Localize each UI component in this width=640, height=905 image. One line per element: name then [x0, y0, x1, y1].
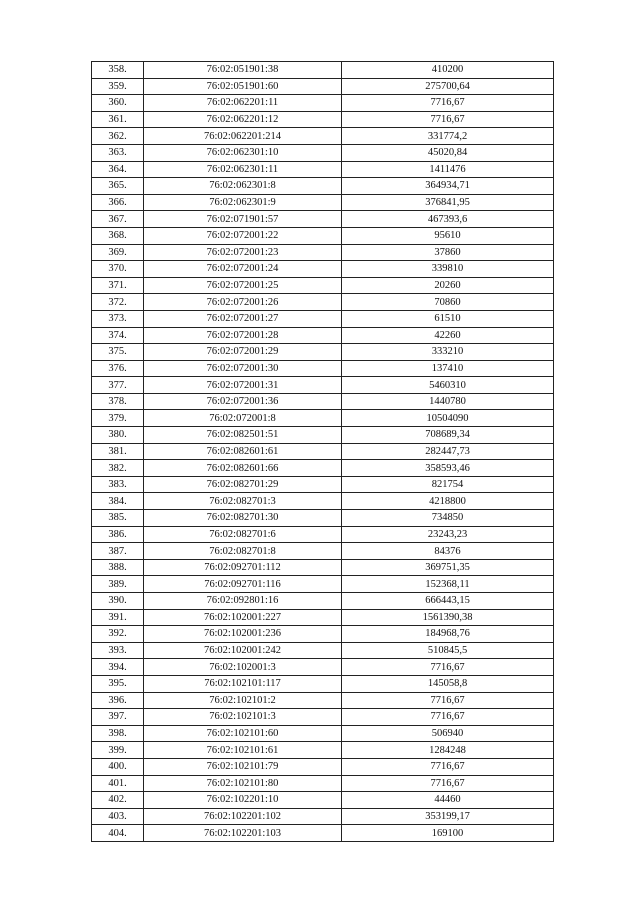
cadastral-number-cell: 76:02:062201:214 [144, 128, 342, 145]
cadastral-value-cell: 364934,71 [342, 178, 554, 195]
row-number-cell: 401. [92, 775, 144, 792]
row-number-cell: 358. [92, 62, 144, 79]
cadastral-value-cell: 61510 [342, 310, 554, 327]
table-row [92, 593, 554, 610]
cadastral-value-cell: 7716,67 [342, 775, 554, 792]
cadastral-number-cell: 76:02:051901:38 [144, 62, 342, 79]
cadastral-value-table [91, 61, 554, 842]
table-row [92, 310, 554, 327]
table-row [92, 543, 554, 560]
cadastral-number-cell: 76:02:072001:36 [144, 393, 342, 410]
table-row [92, 294, 554, 311]
cadastral-number-cell: 76:02:102101:2 [144, 692, 342, 709]
table-row [92, 460, 554, 477]
table-row [92, 692, 554, 709]
row-number-cell: 367. [92, 211, 144, 228]
table-row [92, 709, 554, 726]
cadastral-number-cell: 76:02:082701:8 [144, 543, 342, 560]
table-row [92, 111, 554, 128]
row-number-cell: 388. [92, 559, 144, 576]
table-row [92, 161, 554, 178]
cadastral-number-cell: 76:02:092801:16 [144, 593, 342, 610]
cadastral-value-cell: 734850 [342, 510, 554, 527]
cadastral-value-cell: 282447,73 [342, 443, 554, 460]
cadastral-number-cell: 76:02:102101:117 [144, 675, 342, 692]
row-number-cell: 369. [92, 244, 144, 261]
row-number-cell: 372. [92, 294, 144, 311]
cadastral-number-cell: 76:02:062301:11 [144, 161, 342, 178]
cadastral-number-cell: 76:02:092701:116 [144, 576, 342, 593]
row-number-cell: 385. [92, 510, 144, 527]
table-row [92, 62, 554, 79]
row-number-cell: 376. [92, 360, 144, 377]
cadastral-value-cell: 137410 [342, 360, 554, 377]
cadastral-number-cell: 76:02:102101:79 [144, 758, 342, 775]
cadastral-value-cell: 70860 [342, 294, 554, 311]
cadastral-value-cell: 7716,67 [342, 692, 554, 709]
table-row [92, 792, 554, 809]
cadastral-value-cell: 353199,17 [342, 808, 554, 825]
cadastral-value-cell: 708689,34 [342, 427, 554, 444]
row-number-cell: 365. [92, 178, 144, 195]
cadastral-value-cell: 4218800 [342, 493, 554, 510]
cadastral-value-cell: 45020,84 [342, 144, 554, 161]
cadastral-value-cell: 95610 [342, 227, 554, 244]
cadastral-number-cell: 76:02:082501:51 [144, 427, 342, 444]
row-number-cell: 374. [92, 327, 144, 344]
table-row [92, 609, 554, 626]
table-row [92, 493, 554, 510]
row-number-cell: 387. [92, 543, 144, 560]
row-number-cell: 373. [92, 310, 144, 327]
row-number-cell: 384. [92, 493, 144, 510]
table-row [92, 227, 554, 244]
row-number-cell: 397. [92, 709, 144, 726]
cadastral-number-cell: 76:02:102001:236 [144, 626, 342, 643]
cadastral-value-cell: 467393,6 [342, 211, 554, 228]
cadastral-value-cell: 1561390,38 [342, 609, 554, 626]
row-number-cell: 391. [92, 609, 144, 626]
cadastral-number-cell: 76:02:051901:60 [144, 78, 342, 95]
cadastral-number-cell: 76:02:072001:23 [144, 244, 342, 261]
table-row [92, 178, 554, 195]
cadastral-value-cell: 7716,67 [342, 758, 554, 775]
cadastral-value-cell: 184968,76 [342, 626, 554, 643]
table-row [92, 476, 554, 493]
table-row [92, 808, 554, 825]
row-number-cell: 361. [92, 111, 144, 128]
cadastral-value-cell: 331774,2 [342, 128, 554, 145]
row-number-cell: 375. [92, 344, 144, 361]
cadastral-number-cell: 76:02:102201:102 [144, 808, 342, 825]
table-row [92, 327, 554, 344]
cadastral-number-cell: 76:02:072001:30 [144, 360, 342, 377]
table-row [92, 642, 554, 659]
cadastral-number-cell: 76:02:072001:22 [144, 227, 342, 244]
cadastral-number-cell: 76:02:082601:61 [144, 443, 342, 460]
cadastral-value-cell: 1284248 [342, 742, 554, 759]
table-row [92, 211, 554, 228]
row-number-cell: 395. [92, 675, 144, 692]
cadastral-value-cell: 84376 [342, 543, 554, 560]
cadastral-value-cell: 23243,23 [342, 526, 554, 543]
table-row [92, 360, 554, 377]
cadastral-number-cell: 76:02:072001:31 [144, 377, 342, 394]
cadastral-number-cell: 76:02:082701:6 [144, 526, 342, 543]
table-row [92, 758, 554, 775]
cadastral-number-cell: 76:02:102001:227 [144, 609, 342, 626]
table-row [92, 78, 554, 95]
cadastral-value-cell: 1411476 [342, 161, 554, 178]
table-row [92, 559, 554, 576]
table-row [92, 144, 554, 161]
table-row [92, 675, 554, 692]
cadastral-value-cell: 7716,67 [342, 659, 554, 676]
row-number-cell: 364. [92, 161, 144, 178]
table-body [92, 62, 554, 842]
table-row [92, 659, 554, 676]
cadastral-number-cell: 76:02:072001:8 [144, 410, 342, 427]
table-row [92, 377, 554, 394]
cadastral-number-cell: 76:02:072001:26 [144, 294, 342, 311]
table-row [92, 393, 554, 410]
cadastral-value-cell: 5460310 [342, 377, 554, 394]
cadastral-value-cell: 821754 [342, 476, 554, 493]
cadastral-number-cell: 76:02:082701:30 [144, 510, 342, 527]
row-number-cell: 370. [92, 261, 144, 278]
row-number-cell: 379. [92, 410, 144, 427]
cadastral-number-cell: 76:02:072001:28 [144, 327, 342, 344]
table-row [92, 443, 554, 460]
cadastral-number-cell: 76:02:082601:66 [144, 460, 342, 477]
cadastral-value-cell: 376841,95 [342, 194, 554, 211]
row-number-cell: 380. [92, 427, 144, 444]
row-number-cell: 377. [92, 377, 144, 394]
row-number-cell: 394. [92, 659, 144, 676]
table-row [92, 510, 554, 527]
cadastral-number-cell: 76:02:062301:10 [144, 144, 342, 161]
cadastral-number-cell: 76:02:072001:29 [144, 344, 342, 361]
row-number-cell: 404. [92, 825, 144, 842]
cadastral-value-cell: 7716,67 [342, 111, 554, 128]
table-row [92, 95, 554, 112]
cadastral-value-cell: 506940 [342, 725, 554, 742]
cadastral-number-cell: 76:02:071901:57 [144, 211, 342, 228]
cadastral-value-cell: 44460 [342, 792, 554, 809]
row-number-cell: 400. [92, 758, 144, 775]
table-row [92, 410, 554, 427]
cadastral-number-cell: 76:02:062301:8 [144, 178, 342, 195]
table-row [92, 128, 554, 145]
table-row [92, 277, 554, 294]
cadastral-value-cell: 275700,64 [342, 78, 554, 95]
row-number-cell: 392. [92, 626, 144, 643]
row-number-cell: 403. [92, 808, 144, 825]
row-number-cell: 393. [92, 642, 144, 659]
cadastral-value-cell: 145058,8 [342, 675, 554, 692]
row-number-cell: 396. [92, 692, 144, 709]
cadastral-number-cell: 76:02:082701:3 [144, 493, 342, 510]
row-number-cell: 390. [92, 593, 144, 610]
cadastral-value-cell: 369751,35 [342, 559, 554, 576]
row-number-cell: 383. [92, 476, 144, 493]
row-number-cell: 402. [92, 792, 144, 809]
row-number-cell: 398. [92, 725, 144, 742]
row-number-cell: 368. [92, 227, 144, 244]
table-row [92, 626, 554, 643]
cadastral-number-cell: 76:02:072001:24 [144, 261, 342, 278]
row-number-cell: 371. [92, 277, 144, 294]
table-row [92, 261, 554, 278]
cadastral-number-cell: 76:02:082701:29 [144, 476, 342, 493]
cadastral-value-cell: 20260 [342, 277, 554, 294]
row-number-cell: 389. [92, 576, 144, 593]
cadastral-number-cell: 76:02:102201:10 [144, 792, 342, 809]
cadastral-value-cell: 333210 [342, 344, 554, 361]
row-number-cell: 378. [92, 393, 144, 410]
cadastral-value-cell: 42260 [342, 327, 554, 344]
cadastral-number-cell: 76:02:062201:12 [144, 111, 342, 128]
row-number-cell: 362. [92, 128, 144, 145]
row-number-cell: 359. [92, 78, 144, 95]
row-number-cell: 366. [92, 194, 144, 211]
cadastral-value-cell: 1440780 [342, 393, 554, 410]
table-row [92, 825, 554, 842]
table-row [92, 244, 554, 261]
table-row [92, 725, 554, 742]
cadastral-value-cell: 339810 [342, 261, 554, 278]
row-number-cell: 360. [92, 95, 144, 112]
table-row [92, 775, 554, 792]
cadastral-value-cell: 7716,67 [342, 709, 554, 726]
cadastral-value-cell: 410200 [342, 62, 554, 79]
table-row [92, 742, 554, 759]
row-number-cell: 399. [92, 742, 144, 759]
cadastral-number-cell: 76:02:102201:103 [144, 825, 342, 842]
row-number-cell: 363. [92, 144, 144, 161]
cadastral-number-cell: 76:02:102101:80 [144, 775, 342, 792]
table-row [92, 427, 554, 444]
row-number-cell: 386. [92, 526, 144, 543]
cadastral-number-cell: 76:02:072001:27 [144, 310, 342, 327]
cadastral-value-cell: 666443,15 [342, 593, 554, 610]
cadastral-number-cell: 76:02:072001:25 [144, 277, 342, 294]
cadastral-number-cell: 76:02:102101:61 [144, 742, 342, 759]
cadastral-value-cell: 7716,67 [342, 95, 554, 112]
table-row [92, 194, 554, 211]
cadastral-number-cell: 76:02:092701:112 [144, 559, 342, 576]
cadastral-value-cell: 358593,46 [342, 460, 554, 477]
cadastral-number-cell: 76:02:102101:3 [144, 709, 342, 726]
cadastral-value-cell: 169100 [342, 825, 554, 842]
cadastral-number-cell: 76:02:102001:3 [144, 659, 342, 676]
cadastral-value-cell: 510845,5 [342, 642, 554, 659]
table-row [92, 576, 554, 593]
cadastral-number-cell: 76:02:062301:9 [144, 194, 342, 211]
cadastral-number-cell: 76:02:102101:60 [144, 725, 342, 742]
table-row [92, 344, 554, 361]
cadastral-number-cell: 76:02:102001:242 [144, 642, 342, 659]
row-number-cell: 382. [92, 460, 144, 477]
table-row [92, 526, 554, 543]
row-number-cell: 381. [92, 443, 144, 460]
cadastral-value-cell: 10504090 [342, 410, 554, 427]
cadastral-value-cell: 152368,11 [342, 576, 554, 593]
cadastral-number-cell: 76:02:062201:11 [144, 95, 342, 112]
cadastral-value-cell: 37860 [342, 244, 554, 261]
